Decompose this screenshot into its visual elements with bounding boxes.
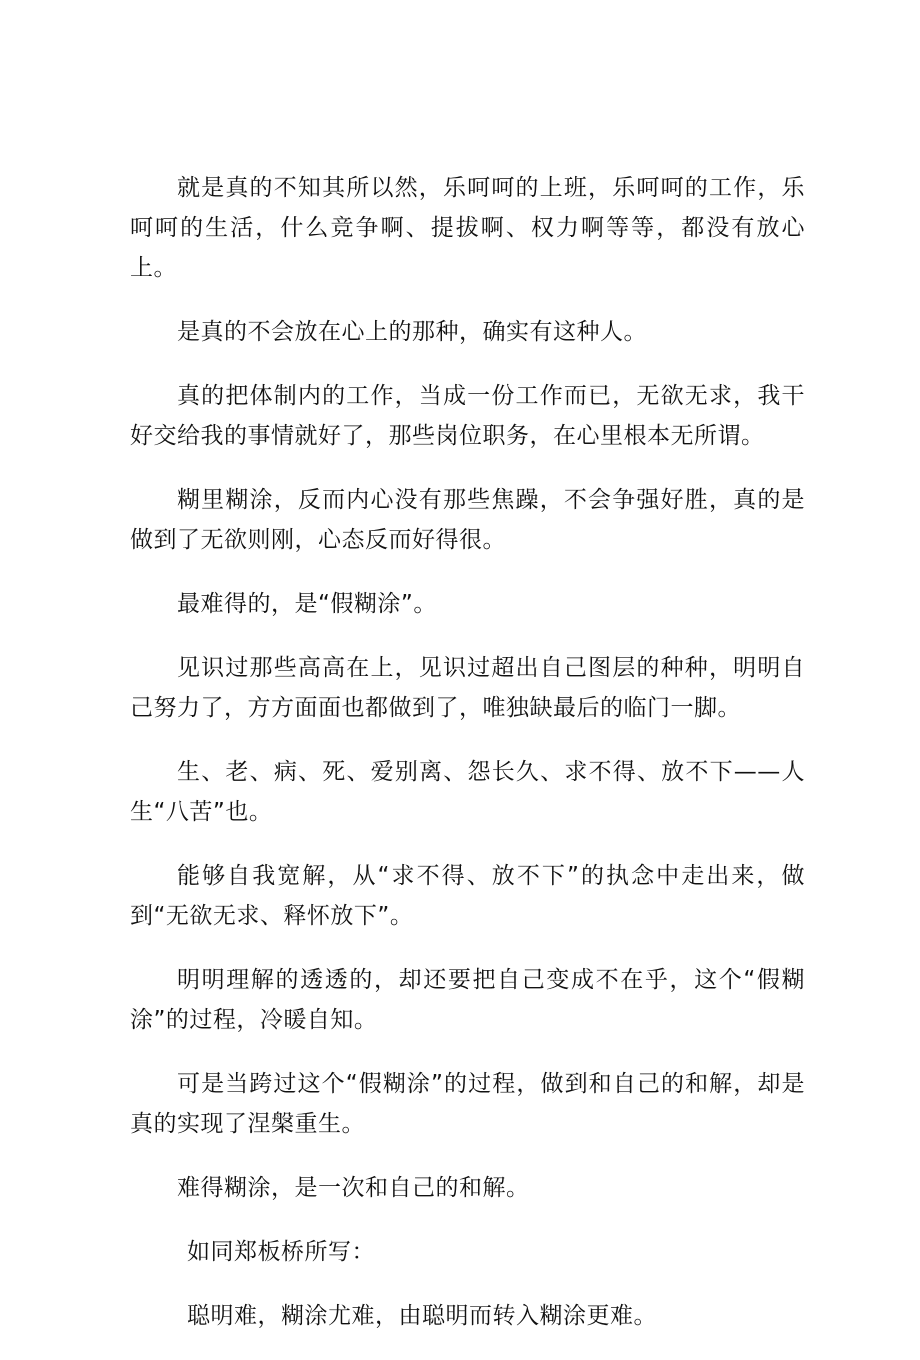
paragraph: 生、老、病、死、爱别离、怨长久、求不得、放不下——人生“八苦”也。 — [130, 759, 805, 825]
paragraph: 明明理解的透透的，却还要把自己变成不在乎，这个“假糊涂”的过程，冷暖自知。 — [130, 967, 805, 1033]
paragraph: 最难得的，是“假糊涂”。 — [177, 591, 437, 617]
paragraph: 就是真的不知其所以然，乐呵呵的上班，乐呵呵的工作，乐呵呵的生活，什么竞争啊、提拔啊、权力啊等等，都没有放心上。 — [130, 175, 805, 281]
paragraph: 糊里糊涂，反而内心没有那些焦躁，不会争强好胜，真的是做到了无欲则刚，心态反而好得很。 — [130, 487, 805, 553]
paragraph: 见识过那些高高在上，见识过超出自己图层的种种，明明自己努力了，方方面面也都做到了，唯独缺最后的临门一脚。 — [130, 655, 805, 721]
paragraph: 难得糊涂，是一次和自己的和解。 — [177, 1175, 530, 1201]
paragraph: 可是当跨过这个“假糊涂”的过程，做到和自己的和解，却是真的实现了涅槃重生。 — [130, 1071, 805, 1137]
quote-text: 聪明难，糊涂尤难，由聪明而转入糊涂更难。 — [187, 1303, 657, 1329]
paragraph: 是真的不会放在心上的那种，确实有这种人。 — [177, 319, 647, 345]
paragraph: 真的把体制内的工作，当成一份工作而已，无欲无求，我干好交给我的事情就好了，那些岗位职务，在心里根本无所谓。 — [130, 383, 805, 449]
document-body — [130, 168, 805, 1360]
quote-intro: 如同郑板桥所写： — [187, 1239, 375, 1265]
paragraph: 能够自我宽解，从“求不得、放不下”的执念中走出来，做到“无欲无求、释怀放下”。 — [130, 863, 805, 929]
